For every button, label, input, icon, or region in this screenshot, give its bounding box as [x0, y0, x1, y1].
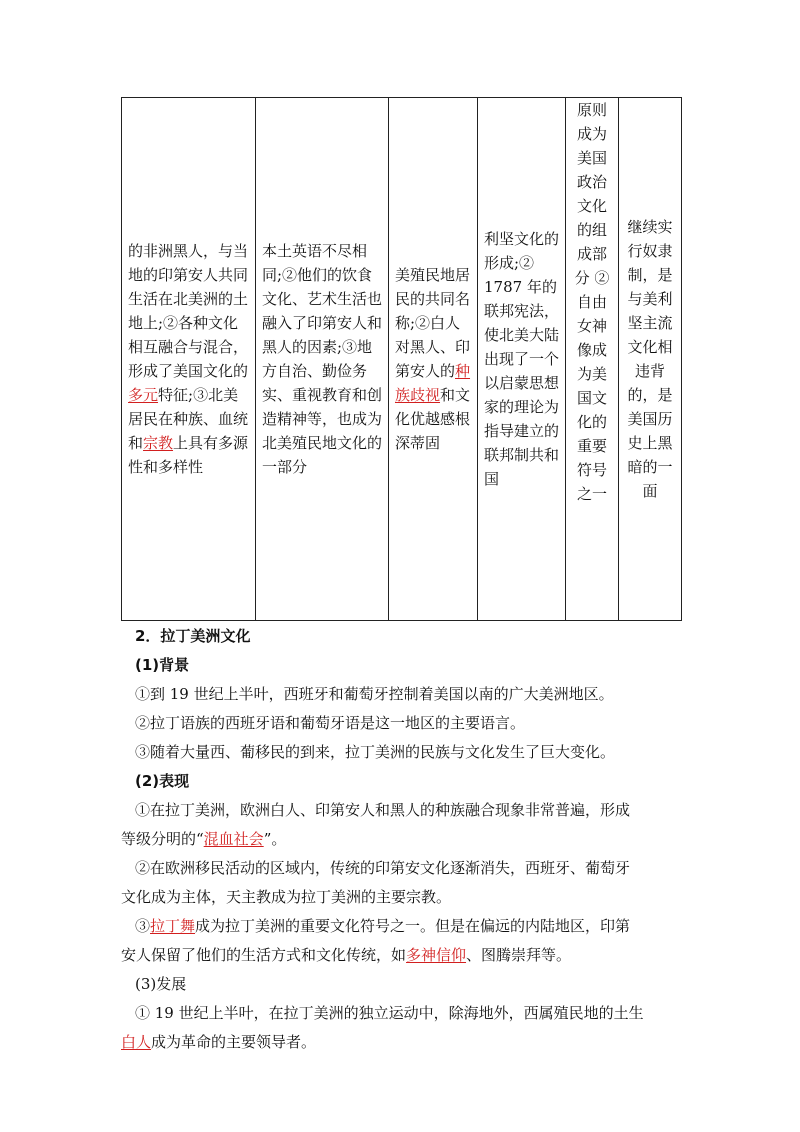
highlight-term: 种族歧视 [395, 362, 471, 404]
cell-text: 的非洲黑人，与当地的印第安人共同生活在北美洲的土地上;②各种文化相互融合与混合，形成了美国文化的 [128, 242, 249, 380]
text: 、图腾崇拜等。 [466, 946, 572, 964]
performance-item-cont [121, 941, 680, 970]
table-cell [389, 98, 478, 621]
cell-text: 美殖民地居民的共同名称;②白人对黑人、印第安人的 [395, 266, 471, 380]
cell-text: 上具有多源性和多样性 [128, 434, 249, 476]
background-item: ③随着大量西、葡移民的到来，拉丁美洲的民族与文化发生了巨大变化。 [135, 743, 616, 761]
subheading-development: (3)发展 [135, 975, 187, 993]
performance-item-cont [121, 825, 680, 854]
table-cell [478, 98, 566, 621]
cell-text: 特征;③北美居民在种族、血统和 [128, 386, 249, 452]
text: 等级分明的“ [121, 830, 204, 848]
cell-text: 原则成为美国政治文化的组成部分 ②自由女神像成为美国文化的重要符号之一 [574, 101, 610, 503]
performance-item: ②在欧洲移民活动的区域内，传统的印第安文化逐渐消失，西班牙、葡萄牙 [135, 859, 631, 877]
performance-item-cont: 文化成为主体，天主教成为拉丁美洲的主要宗教。 [121, 888, 452, 906]
text: 成为革命的主要领导者。 [151, 1033, 317, 1051]
performance-item: ①在拉丁美洲，欧洲白人、印第安人和黑人的种族融合现象非常普遍，形成 [135, 801, 631, 819]
cell-text: 继续实行奴隶制，是与美利坚主流文化相违背的，是美国历史上黑暗的一面 [627, 218, 673, 500]
table-cell [122, 98, 256, 621]
subheading-background: (1)背景 [135, 656, 190, 674]
table-row [122, 98, 682, 621]
highlight-term: 多神信仰 [406, 946, 467, 964]
text: 安人保留了他们的生活方式和文化传统，如 [121, 946, 407, 964]
performance-item [135, 912, 680, 941]
highlight-term: 宗教 [143, 434, 174, 452]
subheading-performance: (2)表现 [135, 772, 190, 790]
background-item: ①到 19 世纪上半叶，西班牙和葡萄牙控制着美国以南的广大美洲地区。 [135, 685, 614, 703]
latin-america-section [121, 622, 680, 1057]
cell-text: 和文化优越感根深蒂固 [395, 386, 471, 452]
background-item: ②拉丁语族的西班牙语和葡萄牙语是这一地区的主要语言。 [135, 714, 526, 732]
table-cell [256, 98, 389, 621]
cell-text: 利坚文化的形成;② 1787 年的联邦宪法，使北美大陆出现了一个以启蒙思想家的理论为指导建立的联邦制共和国 [484, 230, 560, 488]
highlight-term: 多元 [128, 386, 159, 404]
table-cell [566, 98, 619, 621]
development-item-cont [121, 1028, 680, 1057]
section-heading: 2．拉丁美洲文化 [135, 627, 251, 645]
highlight-term: 混血社会 [203, 830, 264, 848]
culture-table [121, 97, 682, 621]
highlight-term: 白人 [121, 1033, 152, 1051]
development-item: ① 19 世纪上半叶，在拉丁美洲的独立运动中，除海地外，西属殖民地的土生 [135, 1004, 644, 1022]
highlight-term: 拉丁舞 [150, 917, 196, 935]
text: ③ [135, 917, 151, 935]
text: 成为拉丁美洲的重要文化符号之一。但是在偏远的内陆地区，印第 [195, 917, 631, 935]
table-cell [619, 98, 682, 621]
cell-text: 本土英语不尽相同;②他们的饮食文化、艺术生活也融入了印第安人和黑人的因素;③地方自治、勤俭务实、重视教育和创造精神等，也成为北美殖民地文化的一部分 [262, 242, 383, 476]
text: ”。 [263, 830, 287, 848]
